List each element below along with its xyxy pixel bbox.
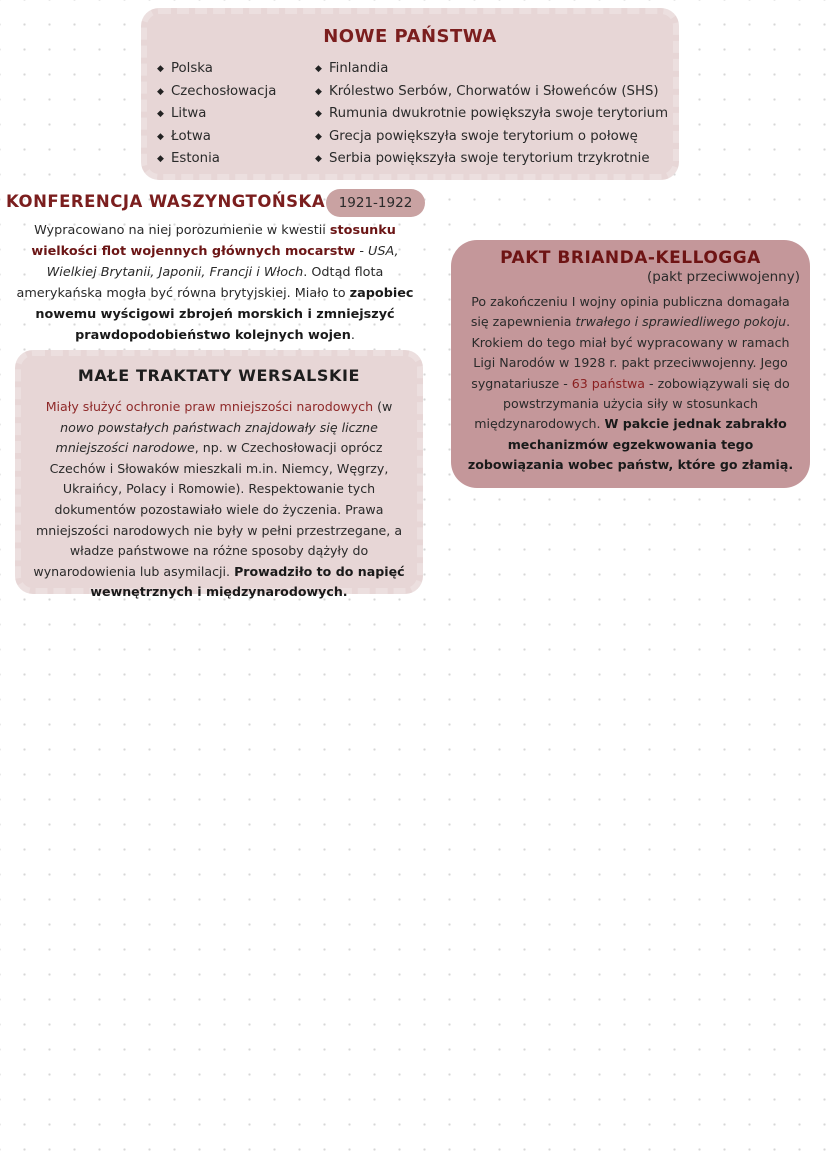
diamond-bullet-icon: ◆ [157,154,164,164]
diamond-bullet-icon: ◆ [315,86,322,97]
minor-treaties-text: Miały służyć ochronie praw mniejszości narodowych (w nowo powstałych państwach znajdowały się liczne mniejszości narodowe, np. w Czechosłowacji oprócz Czechów i Słowaków mieszkali m.in. Niemcy, Węgrzy, Ukraińcy, Polacy i Romowie). Respektowanie tych dokumentów pozostawiało wiele do życzenia. Prawa mniejszości narodowych nie były w pełni przestrzegane, a władze państwowe na różne sposoby dążyły do wynarodowienia lub asymilacji. Prowadziło to do napięć wewnętrznych i międzynarodowych. [33,399,405,600]
new-states-box [141,8,679,180]
pact-text: Po zakończeniu I wojny opinia publiczna domagała się zapewnienia trwałego i sprawiedliwego pokoju. Krokiem do tego miał być wypracowany w ramach Ligi Narodów w 1928 r. pakt przeciwwojenny. Jego sygnatariusze - 63 państwa - zobowiązywali się do powstrzymania użycia siły w stosunkach międzynarodowych. W pakcie jednak zabrakło mechanizmów egzekwowania tego zobowiązania wobec państw, które go złamią. [467,294,794,473]
list-item: ◆ Grecja powiększyła swoje terytorium o połowę [315,126,668,149]
list-item: ◆ Estonia [157,148,276,171]
list-item: ◆ Królestwo Serbów, Chorwatów i Słoweńców (SHS) [315,81,668,104]
diamond-bullet-icon: ◆ [315,154,322,164]
list-item: ◆ Polska [157,58,276,81]
diamond-bullet-icon: ◆ [315,109,322,119]
diamond-bullet-icon: ◆ [315,131,322,142]
pact-heading: PAKT BRIANDA-KELLOGGA [500,248,761,268]
diamond-bullet-icon: ◆ [157,131,164,142]
list-item: ◆ Czechosłowacja [157,81,276,104]
years-badge: 1921-1922 [326,189,425,217]
new-states-list-right [315,58,668,171]
diamond-bullet-icon: ◆ [315,64,322,74]
list-item: ◆ Łotwa [157,126,276,149]
list-item: ◆ Serbia powiększyła swoje terytorium trzykrotnie [315,148,668,171]
list-item: ◆ Litwa [157,103,276,126]
list-item: ◆ Rumunia dwukrotnie powiększyła swoje terytorium [315,103,668,126]
minor-treaties-heading: MAŁE TRAKTATY WERSALSKIE [77,366,361,385]
new-states-heading: NOWE PAŃSTWA [323,26,497,47]
list-item: ◆ Finlandia [315,58,668,81]
washington-conference-text: Wypracowano na niej porozumienie w kwestii stosunku wielkości flot wojennych głównych mocarstw - USA, Wielkiej Brytanii, Japonii, Francji i Włoch. Odtąd flota amerykańska mogła być równa brytyjskiej. Miało to zapobiec nowemu wyścigowi zbrojeń morskich i zmniejszyć prawdopodobieństwo kolejnych wojen. [16,223,414,343]
diamond-bullet-icon: ◆ [157,86,164,97]
diamond-bullet-icon: ◆ [157,64,164,74]
new-states-list-left [157,58,276,171]
pact-subtitle: (pakt przeciwwojenny) [647,269,800,285]
washington-conference-heading: KONFERENCJA WASZYNGTOŃSKA [6,192,326,211]
briand-kellogg-pact-box [451,240,810,488]
minor-versailles-treaties-box [15,350,423,600]
diamond-bullet-icon: ◆ [157,109,164,119]
